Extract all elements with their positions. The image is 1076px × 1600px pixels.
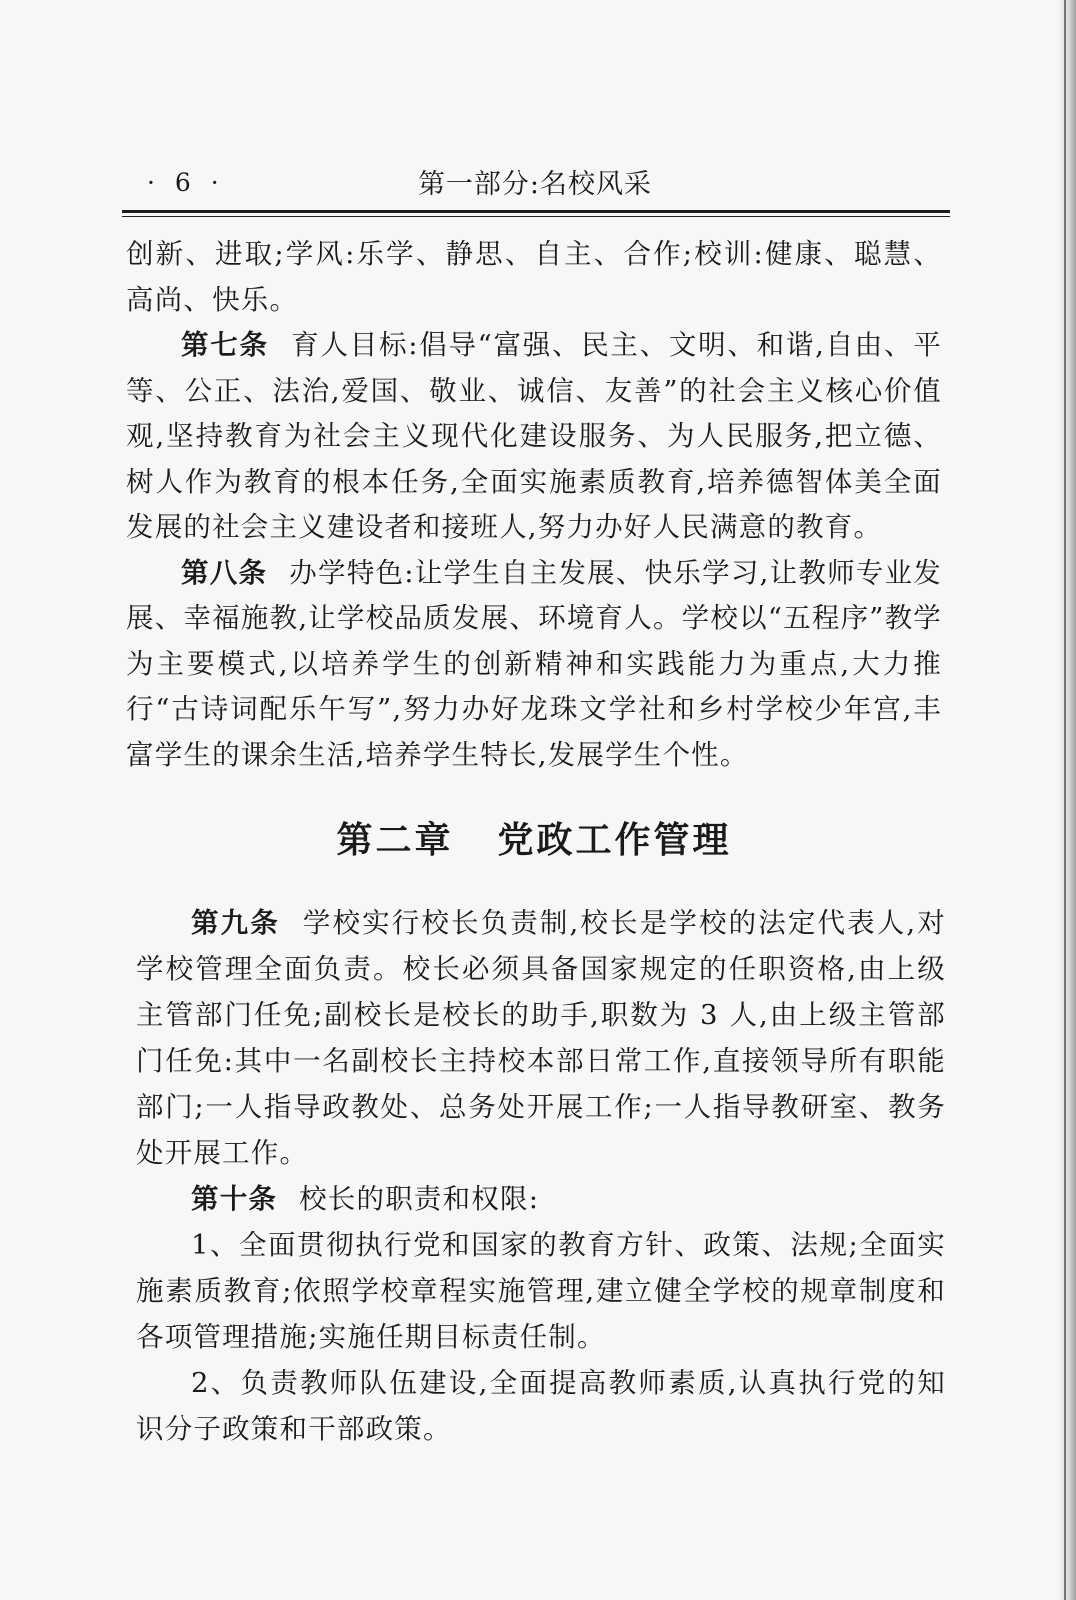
article-7 [126, 323, 942, 551]
article-9-label: 第九条 [191, 907, 280, 939]
header-rule-thick [122, 210, 950, 213]
header-rule-thin [122, 216, 950, 217]
list-item-2: 2、负责教师队伍建设,全面提高教师素质,认真执行党的知识分子政策和干部政策。 [136, 1367, 946, 1445]
article-9 [136, 900, 946, 1176]
section-2-text [136, 900, 946, 1452]
running-head [125, 162, 945, 202]
chapter-title: 党政工作管理 [497, 820, 732, 861]
article-8 [126, 551, 942, 779]
page-edge-line [1064, 0, 1066, 1600]
continuation-paragraph: 创新、进取;学风:乐学、静思、自主、合作;校训:健康、聪慧、高尚、快乐。 [126, 238, 942, 316]
running-title: 第一部分:名校风采 [417, 169, 653, 200]
article-10-text: 校长的职责和权限: [299, 1183, 540, 1215]
article-8-label: 第八条 [181, 556, 268, 589]
chapter-number: 第二章 [336, 820, 454, 861]
page-edge-shadow [1058, 0, 1076, 1600]
article-7-text: 育人目标:倡导“富强、民主、文明、和谐,自由、平等、公正、法治,爱国、敬业、诚信、友善”的社会主义核心价值观,坚持教育为社会主义现代化建设服务、为人民服务,把立德、树人作为教育的根本任务,全面实施素质教育,培养德智体美全面发展的社会主义建设者和接班人,努力办好人民满意的教育。 [126, 329, 942, 543]
article-10 [136, 1176, 946, 1222]
chapter-heading [126, 812, 942, 863]
list-item-1: 1、全面贯彻执行党和国家的教育方针、政策、法规;全面实施素质教育;依照学校章程实施管理,建立健全学校的规章制度和各项管理措施;实施任期目标责任制。 [136, 1229, 946, 1353]
page-number: · 6 · [147, 168, 225, 197]
section-1-text [126, 232, 942, 778]
article-8-text: 办学特色:让学生自主发展、快乐学习,让教师专业发展、幸福施教,让学校品质发展、环境育人。学校以“五程序”教学为主要模式,以培养学生的创新精神和实践能力为重点,大力推行“古诗词配乐午写”,努力办好龙珠文学社和乡村学校少年宫,丰富学生的课余生活,培养学生特长,发展学生个性。 [126, 556, 942, 771]
article-7-label: 第七条 [181, 329, 269, 361]
article-9-text: 学校实行校长负责制,校长是学校的法定代表人,对学校管理全面负责。校长必须具备国家规定的任职资格,由上级主管部门任免;副校长是校长的助手,职数为 3 人,由上级主管部门任免:其中一名副校长主持校本部日常工作,直接领导所有职能部门;一人指导政教处、总务处开展工作;一人指导教研室、教务处开展工作。 [136, 907, 946, 1169]
article-10-label: 第十条 [191, 1183, 278, 1215]
